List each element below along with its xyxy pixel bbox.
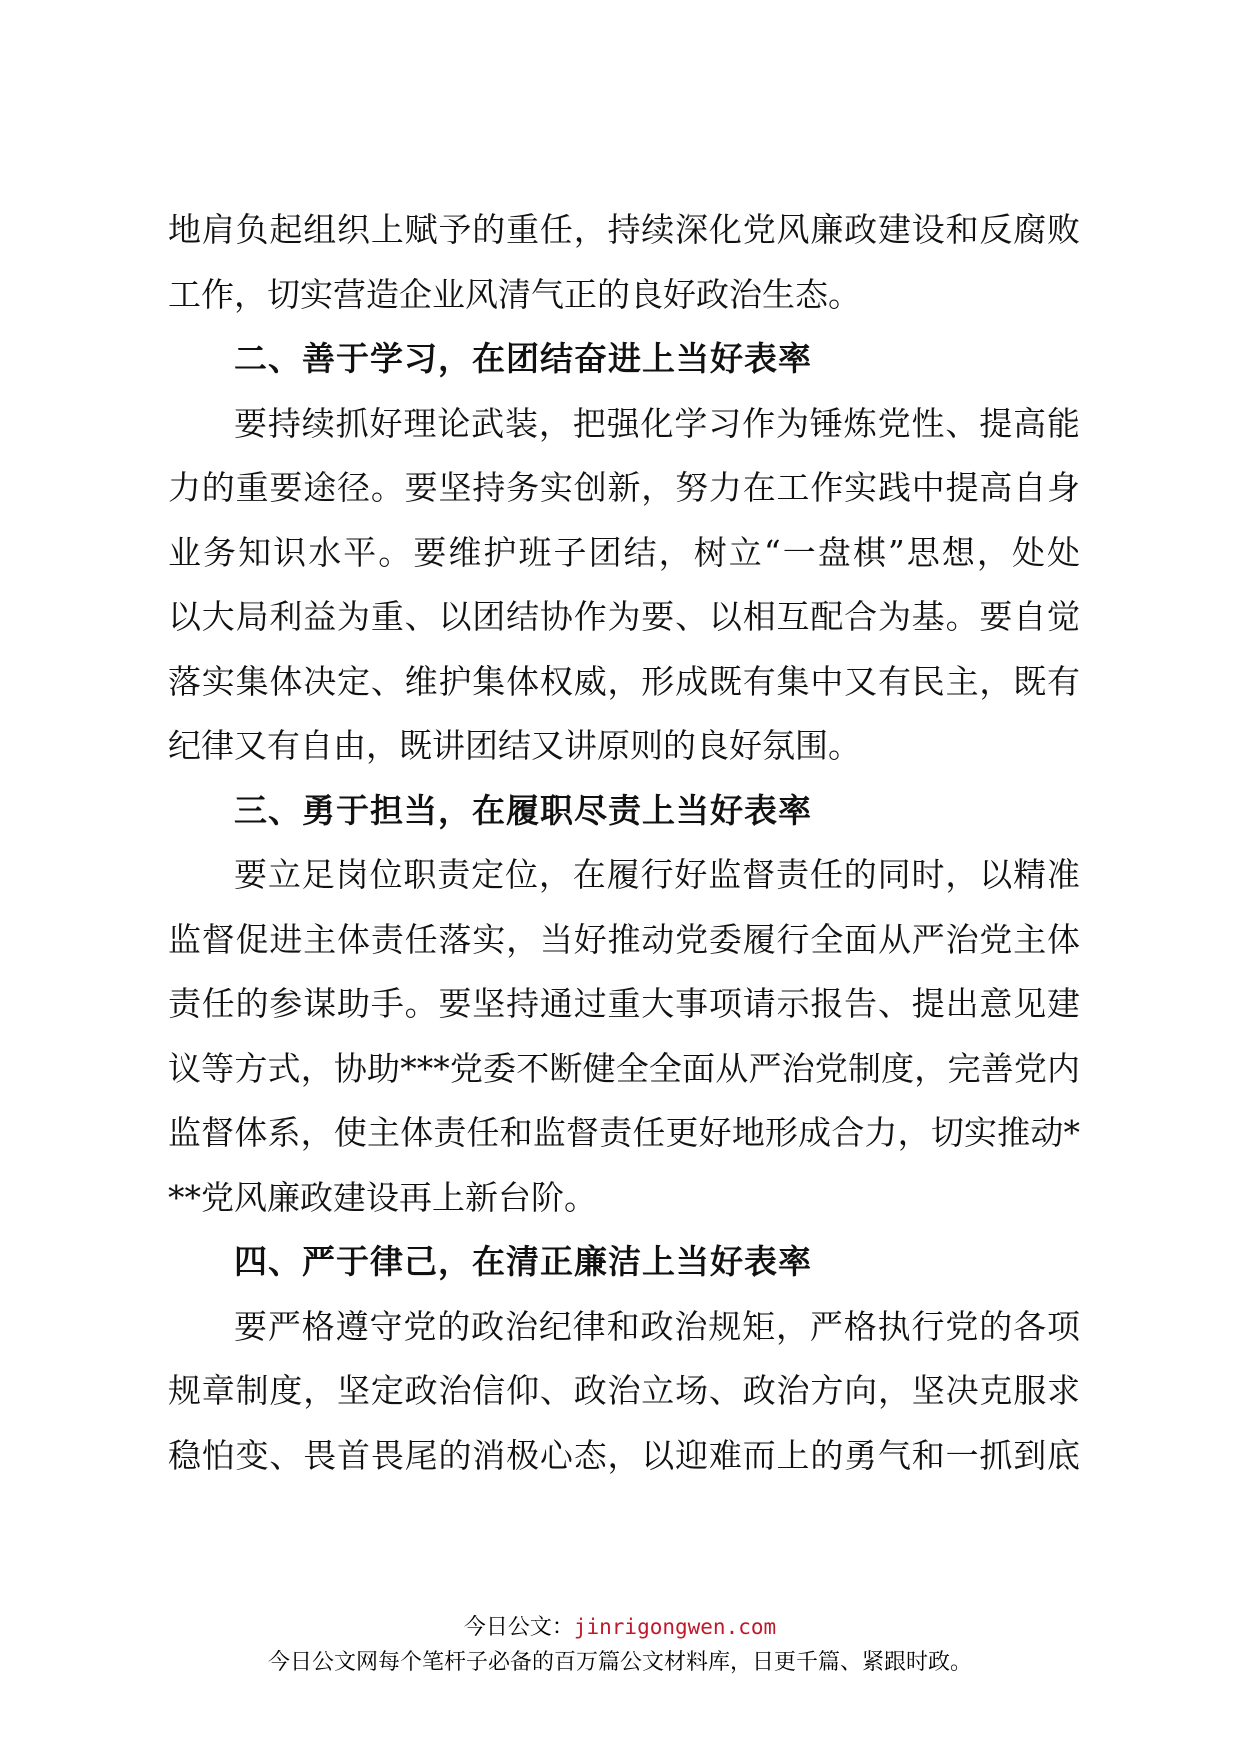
footer-site-label: 今日公文：: [463, 1615, 574, 1640]
section-heading-3: 三、勇于担当，在履职尽责上当好表率: [234, 790, 812, 830]
paragraph-line: 落实集体决定、维护集体权威，形成既有集中又有民主，既有: [168, 661, 1080, 701]
section-heading-4: 四、严于律己，在清正廉洁上当好表率: [234, 1242, 812, 1281]
paragraph-4: [168, 1295, 1080, 1489]
paragraph-line: 规章制度，坚定政治信仰、政治立场、政治方向，坚决克服求: [168, 1371, 1080, 1410]
paragraph-line: 地肩负起组织上赋予的重任，持续深化党风廉政建设和反腐败: [168, 210, 1080, 249]
document-body: [168, 198, 1080, 1488]
paragraph-line: 业务知识水平。要维护班子团结，树立“一盘棋”思想，处处: [168, 532, 1080, 572]
paragraph-line: 要严格遵守党的政治纪律和政治规矩，严格执行党的各项: [234, 1306, 1080, 1346]
paragraph-2: [168, 392, 1080, 779]
paragraph-line: 力的重要途径。要坚持务实创新，努力在工作实践中提高自身: [168, 468, 1080, 507]
paragraph-3: [168, 843, 1080, 1230]
footer-tagline: 今日公文网每个笔杆子必备的百万篇公文材料库，日更千篇、紧跟时政。: [267, 1650, 972, 1675]
paragraph-line: 纪律又有自由，既讲团结又讲原则的良好氛围。: [168, 726, 861, 765]
footer-site-link[interactable]: jinrigongwen.com: [573, 1615, 777, 1639]
paragraph-line: 要立足岗位职责定位，在履行好监督责任的同时，以精准: [234, 855, 1080, 894]
paragraph-line: 以大局利益为重、以团结协作为要、以相互配合为基。要自觉: [168, 597, 1080, 636]
paragraph-line: 要持续抓好理论武装，把强化学习作为锤炼党性、提高能: [234, 403, 1080, 443]
paragraph-line: 监督促进主体责任落实，当好推动党委履行全面从严治党主体: [168, 919, 1080, 959]
paragraph-line: 监督体系，使主体责任和监督责任更好地形成合力，切实推动*: [168, 1113, 1080, 1152]
footer-site: [0, 1612, 1240, 1643]
section-heading-2: 二、善于学习，在团结奋进上当好表率: [234, 339, 812, 378]
paragraph-line: 工作，切实营造企业风清气正的良好政治生态。: [168, 274, 861, 314]
paragraph-line: 责任的参谋助手。要坚持通过重大事项请示报告、提出意见建: [168, 984, 1080, 1023]
paragraph-line: **党风廉政建设再上新台阶。: [168, 1177, 597, 1217]
paragraph-line: 稳怕变、畏首畏尾的消极心态，以迎难而上的勇气和一抓到底: [168, 1435, 1080, 1475]
paragraph-1: [168, 198, 1080, 327]
paragraph-line: 议等方式，协助***党委不断健全全面从严治党制度，完善党内: [168, 1048, 1080, 1088]
